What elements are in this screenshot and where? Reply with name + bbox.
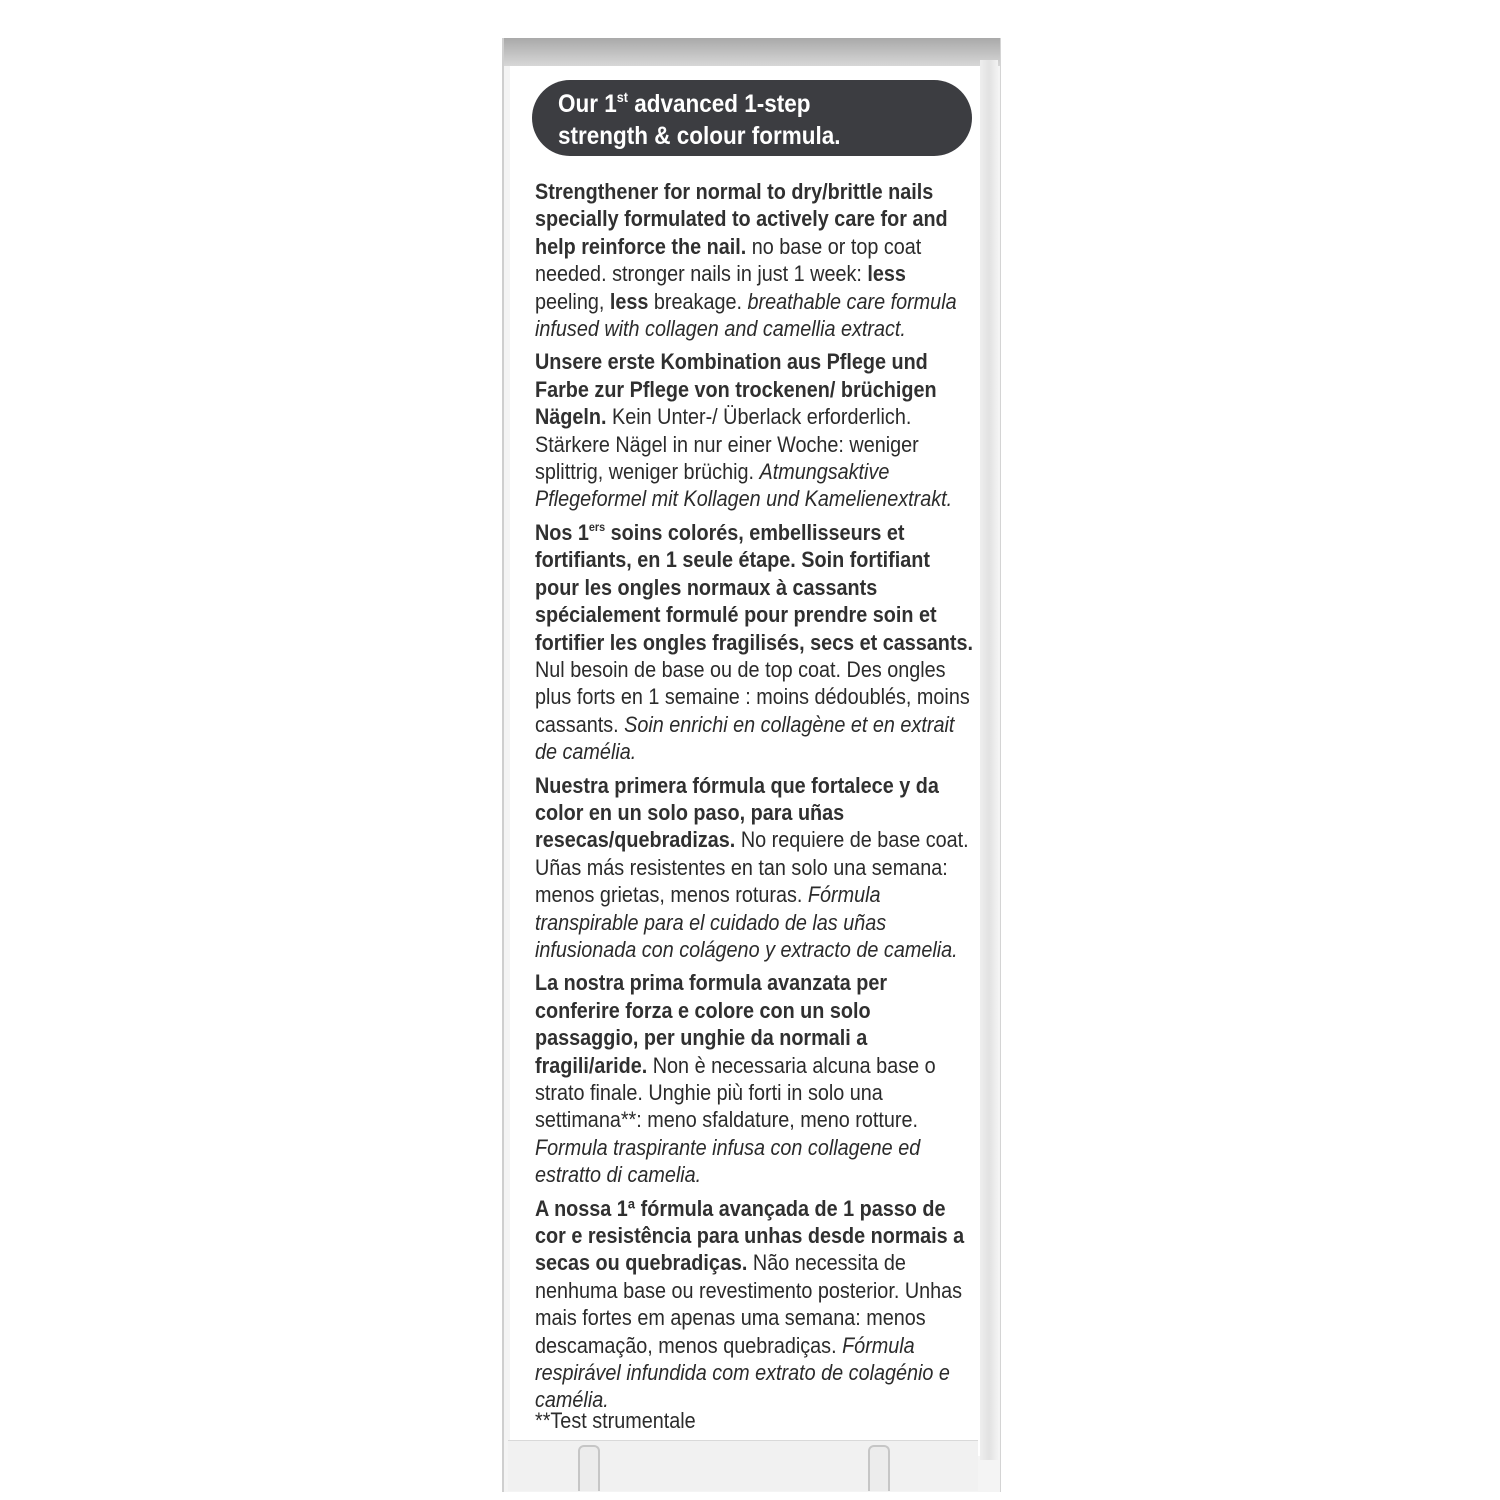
english-text-2: peeling,: [535, 288, 610, 314]
english-bold-less-1: less: [867, 261, 906, 287]
portuguese-text: Não necessita de nenhuma base ou revestimento posterior. Unhas mais fortes em apenas uma semana: menos descamação, menos quebradiças.: [535, 1250, 963, 1358]
french-bold-start: Nos 1: [535, 519, 589, 545]
german-italic: Atmungsaktive Pflegeformel mit Kollagen und Kamelienextrakt.: [535, 459, 953, 512]
french-bold: [535, 520, 973, 655]
german-text: Kein Unter-/ Überlack erforderlich. Stärkere Nägel in nur einer Woche: weniger splittrig, weniger brüchig.: [535, 404, 919, 485]
spanish-bold: Nuestra primera fórmula que fortalece y da color en un solo paso, para uñas resecas/quebradizas.: [535, 772, 939, 853]
headline-superscript: st: [616, 89, 628, 105]
description-text: [535, 178, 976, 1420]
box-top-edge: [504, 38, 1000, 66]
spanish-text: No requiere de base coat. Uñas más resistentes en tan solo una semana: menos grietas, menos roturas.: [535, 827, 969, 908]
paragraph-spanish: [535, 772, 976, 964]
paragraph-english: [535, 178, 976, 342]
paragraph-german: [535, 348, 976, 512]
box-tab-right: [868, 1445, 890, 1491]
paragraph-french: [535, 519, 976, 766]
english-bold-less-2: less: [609, 288, 649, 314]
portuguese-bold: A nossa 1ª fórmula avançada de 1 passo de cor e resistência para unhas desde normais a secas ou quebradiças.: [535, 1195, 965, 1276]
spanish-italic: Fórmula transpirable para el cuidado de las uñas infusionada con colágeno y extracto de camelia.: [535, 882, 958, 962]
box-tab-left: [578, 1445, 600, 1491]
headline-text: [558, 88, 918, 152]
italian-bold: La nostra prima formula avanzata per conferire forza e colore con un solo passaggio, per unghie da normali a fragili/aride.: [535, 970, 888, 1078]
headline-line1-end: advanced 1-step: [627, 90, 811, 118]
german-bold: Unsere erste Kombination aus Pflege und Farbe zur Pflege von trockenen/ brüchigen Nägeln.: [535, 349, 937, 430]
footnote: **Test strumentale: [535, 1408, 696, 1433]
french-superscript: ers: [588, 519, 606, 534]
english-text-3: breakage.: [648, 288, 748, 314]
portuguese-italic: Fórmula respirável infundida com extrato de colagénio e camélia.: [535, 1332, 950, 1413]
english-italic: breathable care formula infused with collagen and camellia extract.: [535, 288, 957, 342]
headline-line2: strength & colour formula.: [558, 122, 841, 150]
french-bold-end: soins colorés, embellisseurs et fortifiants, en 1 seule étape. Soin fortifiant pour les ongles normaux à cassants spécialement formulé pour prendre soin et fortifier les ongles fragilisés, secs et cassants.: [535, 519, 974, 655]
italian-text: Non è necessaria alcuna base o strato finale. Unghie più forti in solo una settimana**: meno sfaldature, meno rotture.: [535, 1052, 936, 1133]
box-side-edge: [980, 60, 998, 1460]
french-italic: Soin enrichi en collagène et en extrait de camélia.: [535, 711, 955, 765]
paragraph-portuguese: [535, 1195, 976, 1414]
italian-italic: Formula traspirante infusa con collagene ed estratto di camelia.: [535, 1134, 921, 1188]
english-text-1: no base or top coat needed. stronger nails in just 1 week:: [535, 233, 922, 287]
paragraph-italian: [535, 969, 976, 1188]
box-bottom-flap: [508, 1440, 978, 1491]
french-text: Nul besoin de base ou de top coat. Des ongles plus forts en 1 semaine : moins dédoublés, moins cassants.: [535, 656, 970, 737]
english-bold-intro: Strengthener for normal to dry/brittle nails specially formulated to actively care for and help reinforce the nail.: [535, 179, 948, 259]
headline-line1-start: Our 1: [558, 90, 617, 118]
